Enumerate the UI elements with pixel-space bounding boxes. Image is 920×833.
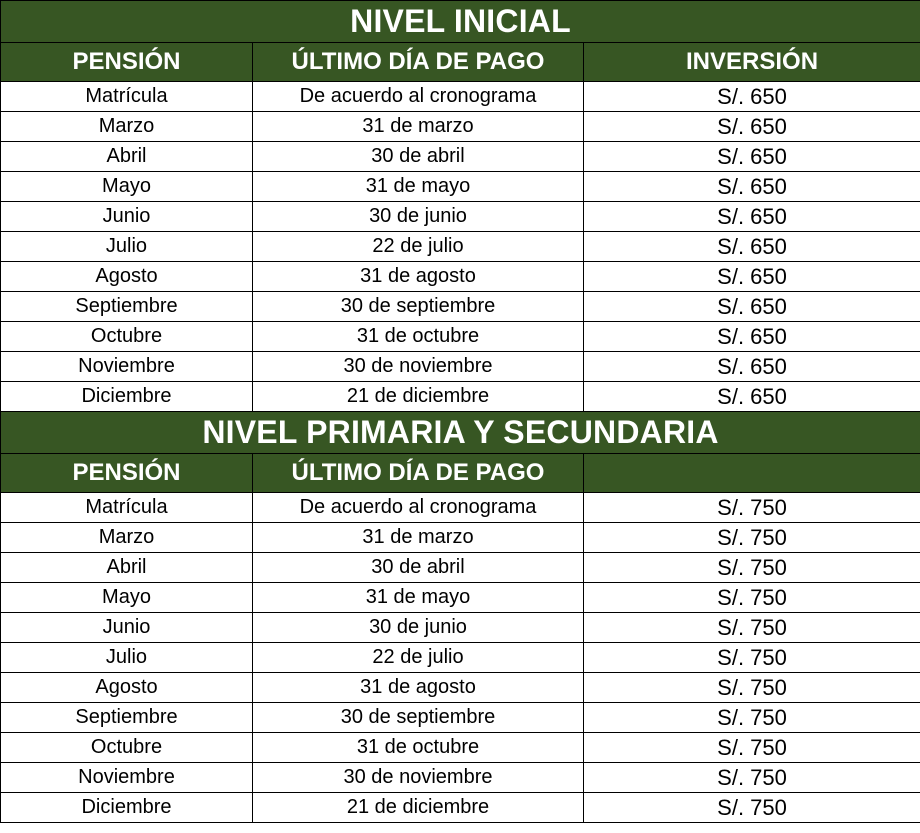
column-header-amount (584, 454, 920, 493)
pension-cell: Diciembre (1, 793, 253, 823)
pension-cell: Noviembre (1, 763, 253, 793)
table-row (1, 733, 920, 763)
pension-cell: Mayo (1, 172, 253, 202)
amount-cell: S/. 750 (584, 613, 920, 643)
column-header-amount: INVERSIÓN (584, 43, 920, 82)
table-row (1, 493, 920, 523)
amount-cell: S/. 650 (584, 202, 920, 232)
due-date-cell: 31 de octubre (253, 322, 584, 352)
pension-cell: Junio (1, 202, 253, 232)
due-date-cell: 21 de diciembre (253, 382, 584, 412)
section-title-nivel-primaria-secundaria: NIVEL PRIMARIA Y SECUNDARIA (1, 412, 920, 454)
amount-cell: S/. 650 (584, 82, 920, 112)
amount-cell: S/. 650 (584, 292, 920, 322)
due-date-cell: 31 de mayo (253, 172, 584, 202)
table-row (1, 262, 920, 292)
amount-cell: S/. 750 (584, 703, 920, 733)
pension-cell: Abril (1, 142, 253, 172)
pension-cell: Junio (1, 613, 253, 643)
table-row (1, 643, 920, 673)
table-row (1, 202, 920, 232)
due-date-cell: 30 de junio (253, 613, 584, 643)
table-row (1, 322, 920, 352)
table-row (1, 583, 920, 613)
table-row (1, 673, 920, 703)
table-row (1, 292, 920, 322)
pension-cell: Matrícula (1, 82, 253, 112)
due-date-cell: 30 de junio (253, 202, 584, 232)
table-body (1, 1, 920, 823)
amount-cell: S/. 650 (584, 352, 920, 382)
due-date-cell: 31 de marzo (253, 523, 584, 553)
amount-cell: S/. 750 (584, 763, 920, 793)
amount-cell: S/. 750 (584, 793, 920, 823)
pension-cell: Julio (1, 643, 253, 673)
amount-cell: S/. 650 (584, 322, 920, 352)
table-row (1, 142, 920, 172)
amount-cell: S/. 650 (584, 172, 920, 202)
pension-cell: Matrícula (1, 493, 253, 523)
pension-cell: Octubre (1, 322, 253, 352)
amount-cell: S/. 650 (584, 382, 920, 412)
pension-cell: Mayo (1, 583, 253, 613)
due-date-cell: 30 de abril (253, 553, 584, 583)
amount-cell: S/. 750 (584, 673, 920, 703)
amount-cell: S/. 750 (584, 643, 920, 673)
due-date-cell: 30 de septiembre (253, 703, 584, 733)
pension-cell: Septiembre (1, 703, 253, 733)
amount-cell: S/. 750 (584, 493, 920, 523)
due-date-cell: 31 de octubre (253, 733, 584, 763)
due-date-cell: 22 de julio (253, 232, 584, 262)
pension-cell: Noviembre (1, 352, 253, 382)
table-row (1, 703, 920, 733)
pension-cell: Diciembre (1, 382, 253, 412)
pension-cell: Octubre (1, 733, 253, 763)
table-row (1, 523, 920, 553)
amount-cell: S/. 650 (584, 112, 920, 142)
amount-cell: S/. 750 (584, 523, 920, 553)
table-row (1, 793, 920, 823)
table-row (1, 172, 920, 202)
section-title-row-nivel-inicial (1, 1, 920, 43)
column-header-due-date: ÚLTIMO DÍA DE PAGO (253, 43, 584, 82)
pension-cell: Julio (1, 232, 253, 262)
due-date-cell: 30 de noviembre (253, 763, 584, 793)
table-row (1, 553, 920, 583)
pension-cell: Agosto (1, 673, 253, 703)
due-date-cell: 30 de abril (253, 142, 584, 172)
amount-cell: S/. 750 (584, 733, 920, 763)
column-header-due-date: ÚLTIMO DÍA DE PAGO (253, 454, 584, 493)
table-row (1, 352, 920, 382)
section-title-row-nivel-primaria-secundaria (1, 412, 920, 454)
table-row (1, 613, 920, 643)
column-header-pension: PENSIÓN (1, 454, 253, 493)
pension-cell: Agosto (1, 262, 253, 292)
table-row (1, 232, 920, 262)
table-row (1, 382, 920, 412)
table-row (1, 763, 920, 793)
pension-cell: Marzo (1, 523, 253, 553)
amount-cell: S/. 650 (584, 142, 920, 172)
due-date-cell: 31 de mayo (253, 583, 584, 613)
column-header-row (1, 43, 920, 82)
due-date-cell: 30 de noviembre (253, 352, 584, 382)
pension-cell: Marzo (1, 112, 253, 142)
due-date-cell: De acuerdo al cronograma (253, 82, 584, 112)
table-row (1, 112, 920, 142)
section-title-nivel-inicial: NIVEL INICIAL (1, 1, 920, 43)
amount-cell: S/. 650 (584, 262, 920, 292)
column-header-row (1, 454, 920, 493)
amount-cell: S/. 750 (584, 583, 920, 613)
due-date-cell: De acuerdo al cronograma (253, 493, 584, 523)
amount-cell: S/. 750 (584, 553, 920, 583)
column-header-pension: PENSIÓN (1, 43, 253, 82)
due-date-cell: 31 de agosto (253, 262, 584, 292)
due-date-cell: 22 de julio (253, 643, 584, 673)
amount-cell: S/. 650 (584, 232, 920, 262)
pension-cell: Abril (1, 553, 253, 583)
pension-cell: Septiembre (1, 292, 253, 322)
due-date-cell: 31 de marzo (253, 112, 584, 142)
table-row (1, 82, 920, 112)
due-date-cell: 31 de agosto (253, 673, 584, 703)
due-date-cell: 30 de septiembre (253, 292, 584, 322)
due-date-cell: 21 de diciembre (253, 793, 584, 823)
